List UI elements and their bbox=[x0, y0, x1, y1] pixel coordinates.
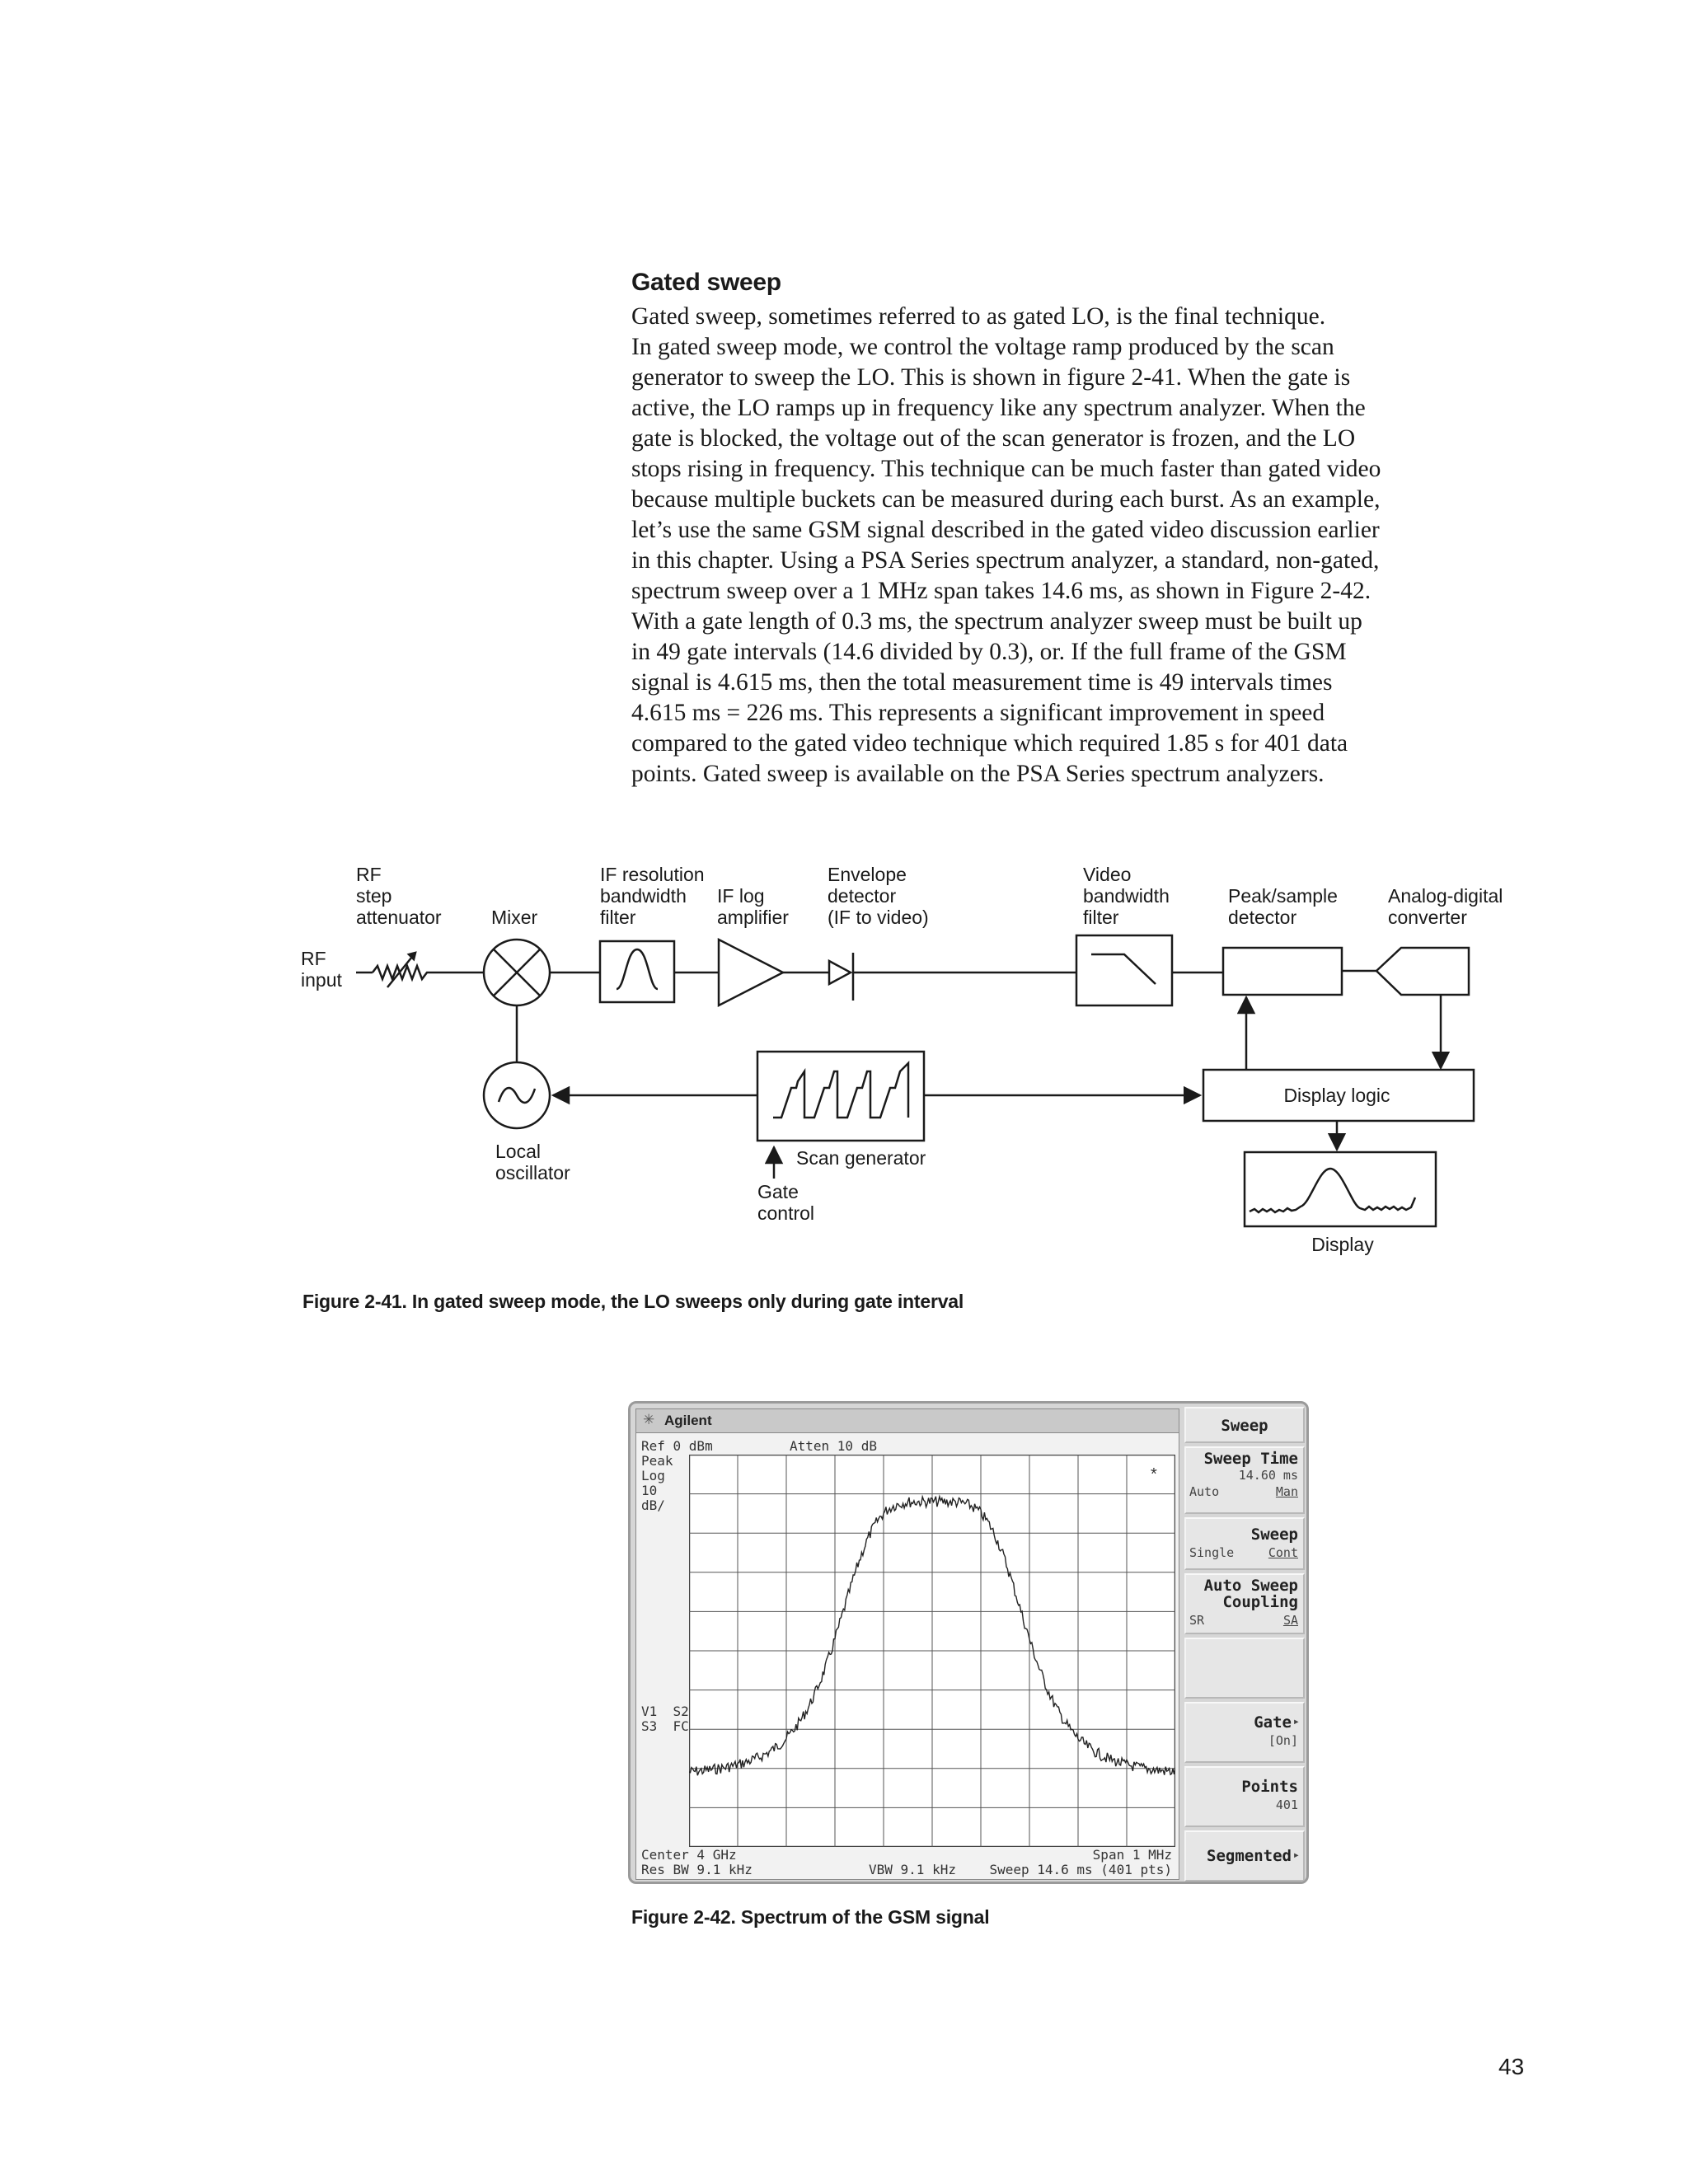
scale-annotation: Log bbox=[641, 1468, 665, 1483]
figure-caption-2-41: Figure 2-41. In gated sweep mode, the LO sweeps only during gate interval bbox=[302, 1291, 964, 1312]
trace-annotation: V1 S2 bbox=[641, 1704, 689, 1719]
mixer-label: Mixer bbox=[491, 907, 538, 928]
body-line: signal is 4.615 ms, then the total measurement time is 49 intervals times bbox=[631, 669, 1333, 696]
body-line: gate is blocked, the voltage out of the scan generator is frozen, and the LO bbox=[631, 425, 1356, 452]
peak-detector-box bbox=[1223, 948, 1342, 995]
softkey-panel bbox=[1181, 1404, 1306, 1882]
softkey-sweep-time[interactable]: Sweep Time 14.60 ms Auto Man bbox=[1184, 1446, 1305, 1514]
video-bandwidth: VBW 9.1 kHz bbox=[869, 1862, 956, 1877]
local-oscillator-symbol bbox=[484, 1062, 550, 1128]
softkey-segmented[interactable]: Segmented ▸ bbox=[1184, 1830, 1305, 1882]
body-line: in this chapter. Using a PSA Series spectrum analyzer, a standard, non-gated, bbox=[631, 547, 1380, 574]
submenu-arrow-icon: ▸ bbox=[1292, 1715, 1300, 1728]
body-line: active, the LO ramps up in frequency like any spectrum analyzer. When the bbox=[631, 395, 1366, 421]
softkey-blank[interactable] bbox=[1184, 1638, 1305, 1699]
log-amp-symbol bbox=[719, 940, 783, 1005]
scale-unit: dB/ bbox=[641, 1497, 665, 1513]
envelope-detector-label: Envelope detector (IF to video) bbox=[828, 864, 929, 928]
softkey-auto-sweep-coupling[interactable]: Auto Sweep Coupling SR SA bbox=[1184, 1573, 1305, 1634]
agilent-spark-icon: ✳ bbox=[643, 1412, 655, 1427]
adc-label: Analog-digital converter bbox=[1388, 885, 1503, 928]
display-logic-label: Display logic bbox=[1283, 1085, 1390, 1106]
if-filter-symbol bbox=[600, 941, 674, 1002]
envelope-detector-symbol bbox=[829, 953, 853, 1001]
section-heading: Gated sweep bbox=[631, 269, 781, 296]
spectrum-analyzer-screenshot bbox=[628, 1401, 1309, 1884]
log-amp-label: IF log amplifier bbox=[717, 885, 789, 928]
rf-input-label: RF input bbox=[301, 948, 342, 991]
trace-annotation: S3 FC bbox=[641, 1718, 689, 1734]
body-line: points. Gated sweep is available on the PSA Series spectrum analyzers. bbox=[631, 761, 1325, 787]
page-number: 43 bbox=[1498, 2054, 1525, 2079]
spectrum-plot bbox=[689, 1455, 1175, 1847]
figure-caption-2-42: Figure 2-42. Spectrum of the GSM signal bbox=[631, 1906, 990, 1928]
detector-annotation: Peak bbox=[641, 1453, 673, 1469]
marker-star: * bbox=[1151, 1465, 1157, 1483]
body-line: stops rising in frequency. This technique can be much faster than gated video bbox=[631, 456, 1381, 482]
body-line: let’s use the same GSM signal described in the gated video discussion earlier bbox=[631, 517, 1380, 543]
body-line: Gated sweep, sometimes referred to as gated LO, is the final technique. bbox=[631, 303, 1326, 330]
attenuation: Atten 10 dB bbox=[790, 1438, 877, 1454]
scan-generator-symbol bbox=[757, 1052, 924, 1141]
softkey-menu-title: Sweep bbox=[1184, 1407, 1305, 1443]
scale-value: 10 bbox=[641, 1483, 658, 1498]
sweep-info: Sweep 14.6 ms (401 pts) bbox=[989, 1862, 1172, 1877]
body-line: compared to the gated video technique which required 1.85 s for 401 data bbox=[631, 730, 1348, 757]
softkey-sweep-mode[interactable]: Sweep Single Cont bbox=[1184, 1517, 1305, 1570]
body-line: because multiple buckets can be measured during each burst. As an example, bbox=[631, 486, 1381, 513]
span: Span 1 MHz bbox=[1092, 1847, 1172, 1863]
display-label: Display bbox=[1311, 1234, 1374, 1255]
resolution-bandwidth: Res BW 9.1 kHz bbox=[641, 1862, 753, 1877]
video-filter-label: Video bandwidth filter bbox=[1083, 864, 1170, 928]
peak-detector-label: Peak/sample detector bbox=[1228, 885, 1338, 928]
softkey-gate[interactable]: Gate ▸ [On] bbox=[1184, 1702, 1305, 1763]
body-line: 4.615 ms = 226 ms. This represents a significant improvement in speed bbox=[631, 700, 1325, 726]
body-line: With a gate length of 0.3 ms, the spectrum analyzer sweep must be built up bbox=[631, 608, 1362, 635]
ref-level: Ref 0 dBm bbox=[641, 1438, 713, 1454]
attenuator-symbol bbox=[373, 953, 435, 987]
body-line: spectrum sweep over a 1 MHz span takes 14.6 ms, as shown in Figure 2-42. bbox=[631, 578, 1372, 604]
body-line: in 49 gate intervals (14.6 divided by 0.3), or. If the full frame of the GSM bbox=[631, 639, 1347, 665]
body-line: generator to sweep the LO. This is shown in figure 2-41. When the gate is bbox=[631, 364, 1351, 391]
center-frequency: Center 4 GHz bbox=[641, 1847, 737, 1863]
attenuator-label: RF step attenuator bbox=[356, 864, 442, 928]
body-line: In gated sweep mode, we control the voltage ramp produced by the scan bbox=[631, 334, 1334, 360]
display-symbol bbox=[1245, 1152, 1436, 1226]
submenu-arrow-icon: ▸ bbox=[1292, 1849, 1300, 1862]
local-oscillator-label: Local oscillator bbox=[495, 1141, 570, 1183]
analyzer-screen bbox=[635, 1408, 1179, 1880]
mixer-symbol bbox=[484, 940, 550, 1005]
adc-symbol bbox=[1376, 948, 1469, 995]
video-filter-symbol bbox=[1076, 935, 1172, 1005]
gate-control-label: Gate control bbox=[757, 1181, 815, 1224]
scan-generator-label: Scan generator bbox=[796, 1147, 926, 1169]
analyzer-title-bar bbox=[636, 1409, 1179, 1433]
if-filter-label: IF resolution bandwidth filter bbox=[600, 864, 705, 928]
brand-label: Agilent bbox=[664, 1413, 712, 1428]
softkey-points[interactable]: Points 401 bbox=[1184, 1766, 1305, 1827]
